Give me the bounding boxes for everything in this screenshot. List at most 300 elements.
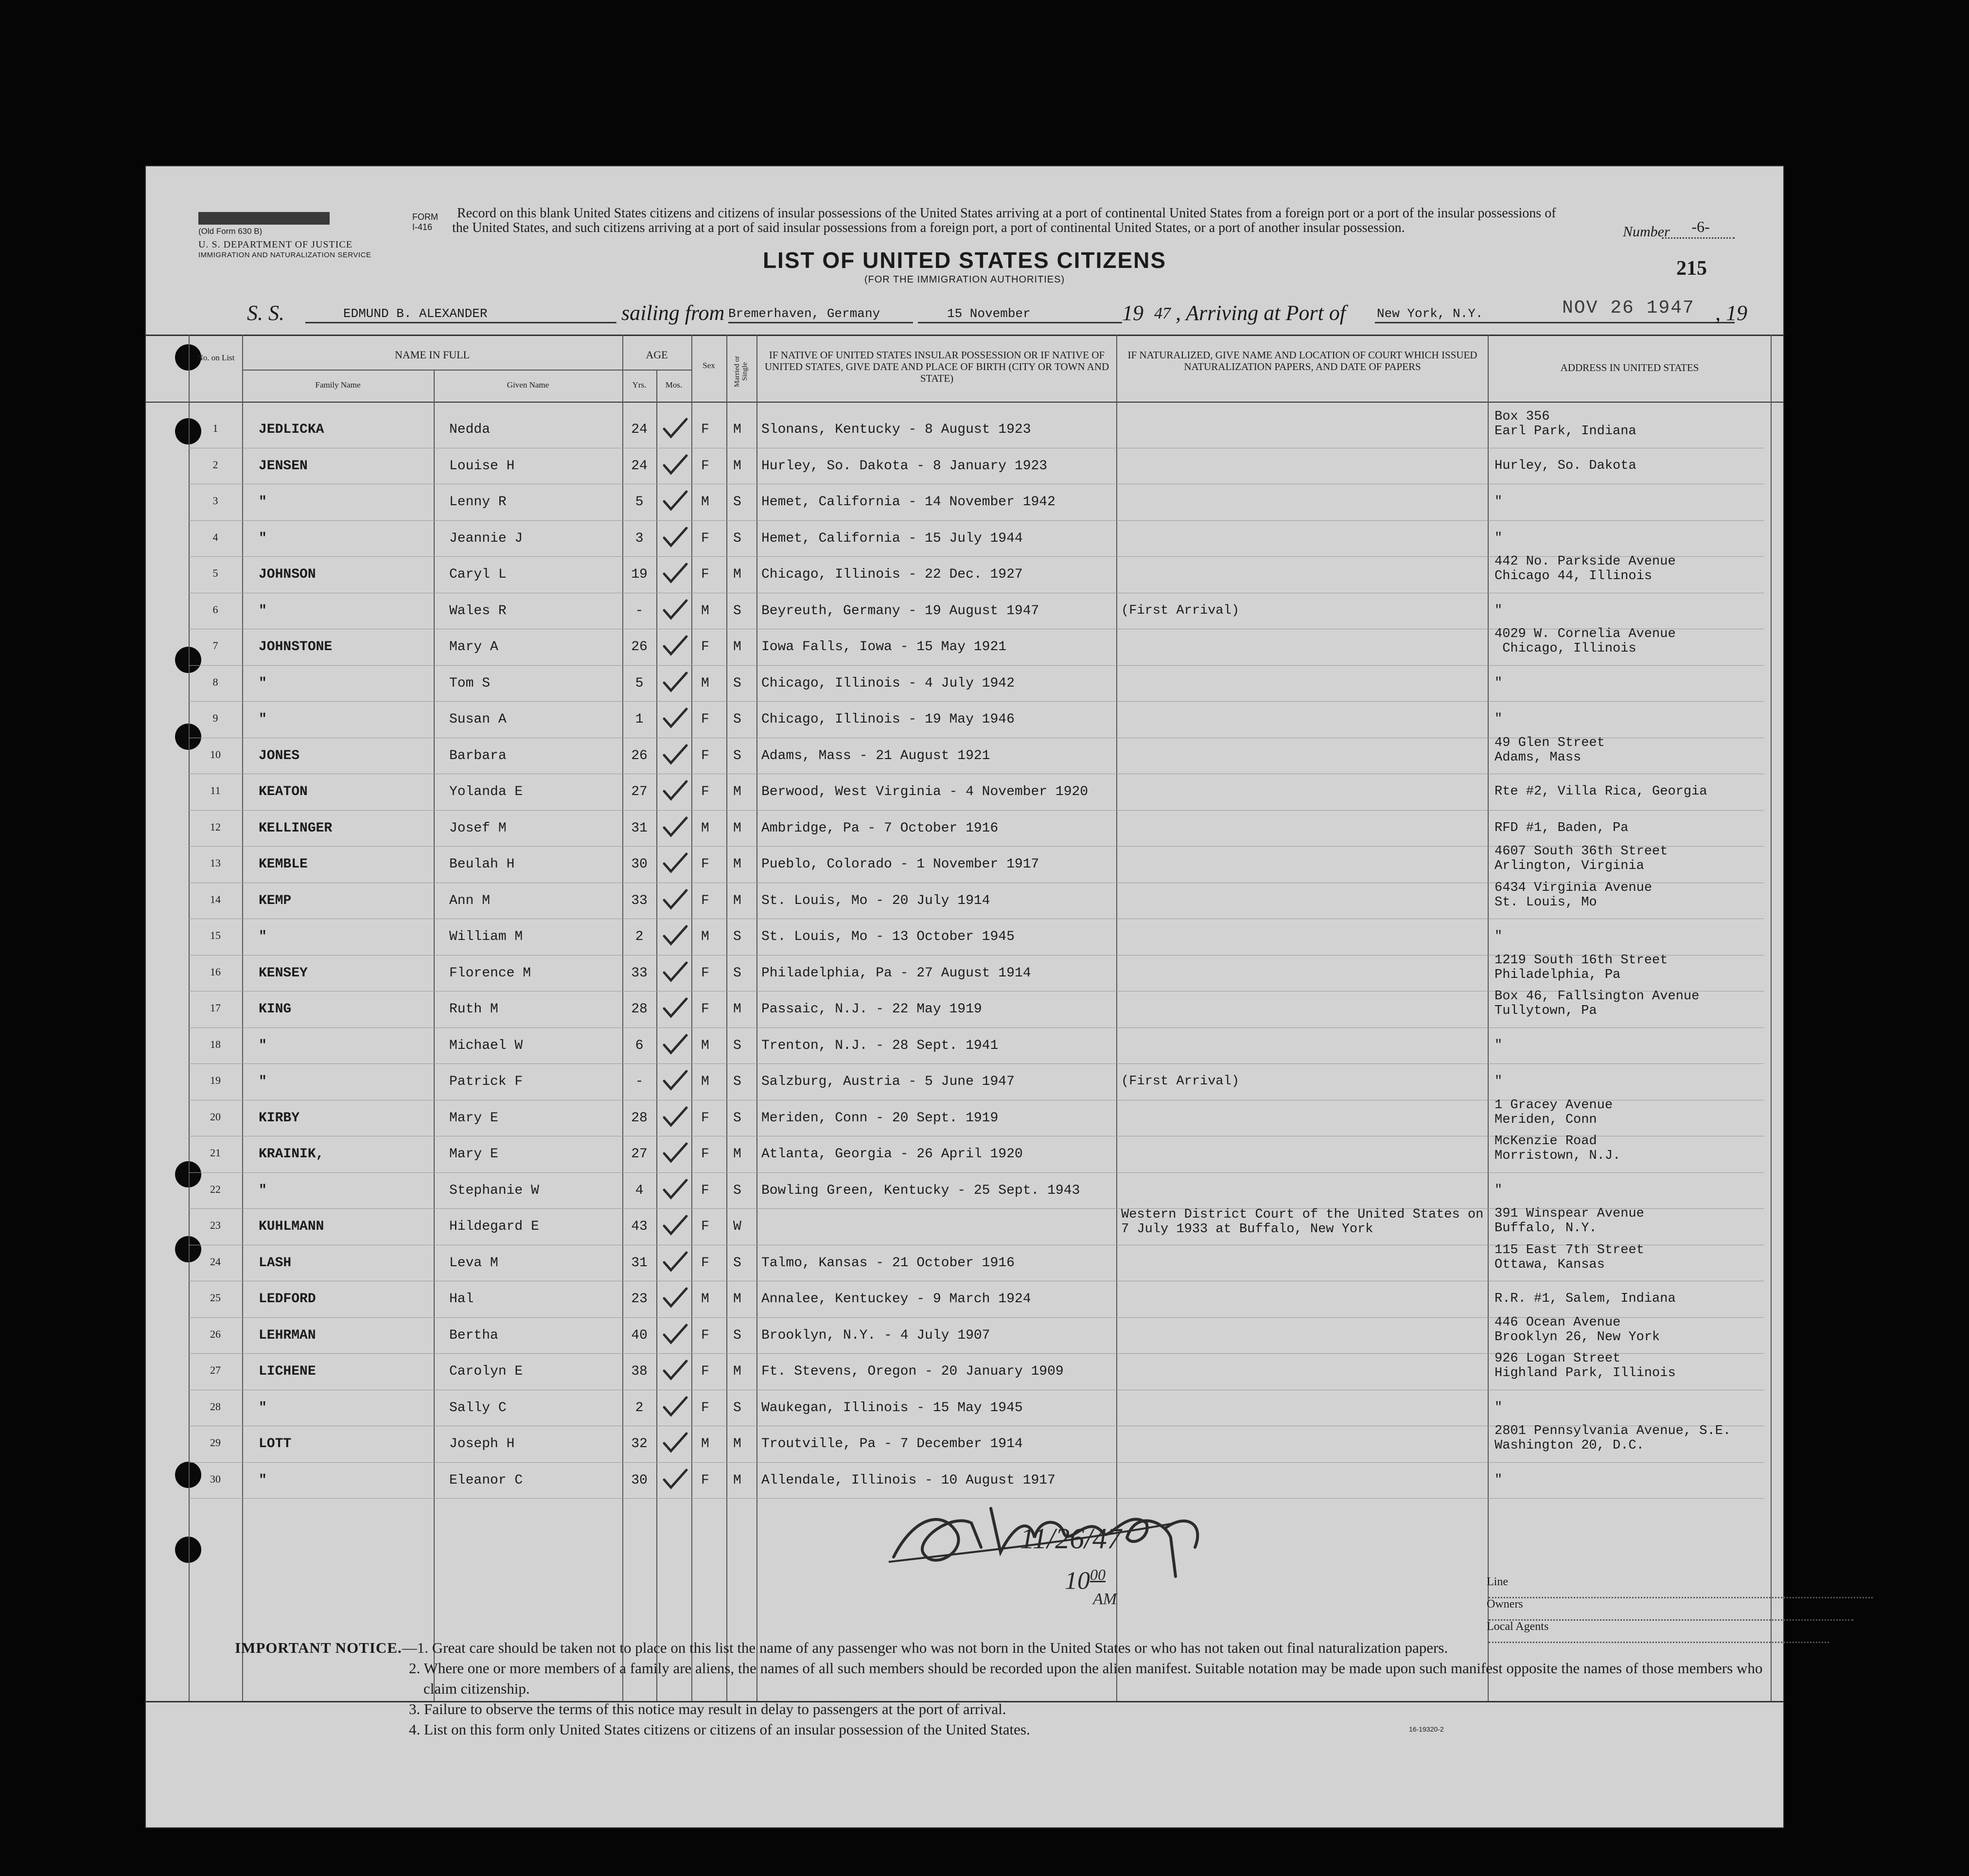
line-owners-agents xyxy=(1487,1575,1873,1643)
us-address: 1 Gracey Avenue Meriden, Conn xyxy=(1494,1097,1613,1127)
notice-1: —1. Great care should be taken not to place on this list the name of any passenger who was not born in the United States or who has not taken out final naturalization papers. xyxy=(402,1639,1448,1656)
given-name: Josef M xyxy=(449,820,507,836)
us-address: Box 46, Fallsington Avenue Tullytown, Pa xyxy=(1494,989,1700,1018)
birth-place-date: Hemet, California - 14 November 1942 xyxy=(761,495,1055,510)
birth-place-date: Chicago, Illinois - 19 May 1946 xyxy=(761,712,1015,727)
marital-status: S xyxy=(733,929,741,944)
col-birth-header: IF NATIVE OF UNITED STATES INSULAR POSSESSION OR IF NATIVE OF UNITED STATES, GIVE DATE AND PLACE OF BIRTH (CITY OR TOWN AND STATE) xyxy=(764,349,1109,384)
sex-code: F xyxy=(701,893,709,908)
family-name: " xyxy=(259,531,267,546)
family-name: KIRBY xyxy=(259,1110,300,1126)
given-name: William M xyxy=(449,929,523,944)
row-number: 22 xyxy=(210,1183,221,1195)
birth-place-date: Ambridge, Pa - 7 October 1916 xyxy=(761,820,999,836)
given-name: Sally C xyxy=(449,1400,507,1416)
page-number: 215 xyxy=(1676,257,1707,280)
given-name: Carolyn E xyxy=(449,1364,523,1379)
marital-status: S xyxy=(733,1183,741,1198)
marital-status: M xyxy=(733,1472,741,1488)
given-name: Beulah H xyxy=(449,857,515,872)
arrival-date-stamp: NOV 26 1947 xyxy=(1562,298,1695,319)
marital-status: M xyxy=(733,1147,741,1162)
check-mark xyxy=(660,743,689,767)
birth-place-date: Chicago, Illinois - 4 July 1942 xyxy=(761,675,1015,691)
age-years: - xyxy=(635,1074,644,1089)
time-hour: 10 xyxy=(1065,1567,1090,1595)
notice-3: 3. Failure to observe the terms of this notice may result in delay to passengers at the port of arrival. xyxy=(409,1700,1006,1717)
check-mark xyxy=(660,561,689,585)
col-no-header: No. on List xyxy=(197,353,235,362)
punch-hole xyxy=(175,1236,201,1262)
family-name: LEDFORD xyxy=(259,1292,316,1307)
marital-status: W xyxy=(733,1219,741,1234)
sex-code: M xyxy=(701,495,709,510)
us-address: " xyxy=(1494,1074,1503,1089)
col-address-header: ADDRESS IN UNITED STATES xyxy=(1560,362,1699,373)
sex-code: F xyxy=(701,531,709,546)
us-address: " xyxy=(1494,1038,1503,1053)
check-mark xyxy=(660,1395,689,1419)
us-address: Rte #2, Villa Rica, Georgia xyxy=(1494,784,1707,799)
owners-label: Owners xyxy=(1487,1598,1523,1611)
sex-code: F xyxy=(701,422,709,437)
us-address: " xyxy=(1494,495,1503,509)
row-number: 21 xyxy=(210,1147,221,1159)
form-sub: (Old Form 630 B) xyxy=(198,227,263,236)
birth-place-date: Salzburg, Austria - 5 June 1947 xyxy=(761,1074,1015,1089)
sex-code: F xyxy=(701,639,709,655)
row-divider xyxy=(189,520,1764,521)
row-number: 24 xyxy=(210,1255,221,1268)
us-address: 49 Glen Street Adams, Mass xyxy=(1494,735,1605,765)
col-rule xyxy=(656,370,657,1701)
birth-place-date: Talmo, Kansas - 21 October 1916 xyxy=(761,1255,1015,1271)
check-mark xyxy=(660,1177,689,1202)
given-name: Stephanie W xyxy=(449,1183,539,1198)
family-name: JOHNSON xyxy=(259,567,316,582)
line-field xyxy=(1487,1575,1873,1598)
marital-status: S xyxy=(733,675,741,691)
row-number: 18 xyxy=(210,1038,221,1050)
birth-place-date: Passaic, N.J. - 22 May 1919 xyxy=(761,1002,982,1017)
us-address: McKenzie Road Morristown, N.J. xyxy=(1494,1134,1621,1163)
marital-status: M xyxy=(733,422,741,437)
check-mark xyxy=(660,1032,689,1057)
row-number: 4 xyxy=(212,531,218,543)
birth-place-date: Bowling Green, Kentucky - 25 Sept. 1943 xyxy=(761,1183,1080,1198)
family-name: LEHRMAN xyxy=(259,1327,316,1343)
family-name: LASH xyxy=(259,1255,292,1271)
col-rule xyxy=(726,335,727,1701)
arriving-label: , Arriving at Port of xyxy=(1176,301,1346,325)
sex-code: F xyxy=(701,1327,709,1343)
row-divider xyxy=(189,1172,1764,1173)
birth-place-date: Ft. Stevens, Oregon - 20 January 1909 xyxy=(761,1364,1064,1379)
us-address: " xyxy=(1494,603,1503,618)
us-address: 4607 South 36th Street Arlington, Virginia xyxy=(1494,844,1668,873)
ship-name: EDMUND B. ALEXANDER xyxy=(343,306,488,321)
age-years: 28 xyxy=(631,1002,648,1017)
row-number: 2 xyxy=(212,458,218,471)
marital-status: M xyxy=(733,893,741,908)
col-rule xyxy=(242,335,243,1701)
birth-place-date: Allendale, Illinois - 10 August 1917 xyxy=(761,1472,1055,1488)
handwritten-ampm: AM xyxy=(1093,1590,1117,1608)
check-mark xyxy=(660,1250,689,1274)
check-mark xyxy=(660,670,689,694)
us-address: " xyxy=(1494,929,1503,944)
ss-label: S. S. xyxy=(247,301,284,325)
marital-status: S xyxy=(733,531,741,546)
row-number: 11 xyxy=(210,784,221,796)
sex-code: F xyxy=(701,1255,709,1271)
marital-status: M xyxy=(733,1364,741,1379)
col-rule xyxy=(434,370,435,1701)
col-rule xyxy=(1771,335,1772,1701)
line-label: Line xyxy=(1487,1575,1508,1588)
check-mark xyxy=(660,1141,689,1165)
family-name: JONES xyxy=(259,748,300,763)
sex-code: M xyxy=(701,675,709,691)
col-given-header: Given Name xyxy=(507,380,549,389)
family-name: LOTT xyxy=(259,1436,292,1451)
birth-place-date: Trenton, N.J. - 28 Sept. 1941 xyxy=(761,1038,999,1053)
punch-hole xyxy=(175,1161,201,1187)
us-address: Box 356 Earl Park, Indiana xyxy=(1494,409,1636,439)
family-name: " xyxy=(259,675,267,691)
marital-status: M xyxy=(733,1292,741,1307)
sex-code: M xyxy=(701,1038,709,1053)
age-years: 30 xyxy=(631,1472,648,1488)
check-mark xyxy=(660,525,689,549)
given-name: Hal xyxy=(449,1292,474,1307)
check-mark xyxy=(660,996,689,1020)
family-name: KEMBLE xyxy=(259,857,308,872)
check-mark xyxy=(660,1322,689,1346)
department: U. S. DEPARTMENT OF JUSTICE xyxy=(198,239,352,250)
form-code: 16-19320-2 xyxy=(1409,1725,1444,1733)
age-years: 40 xyxy=(631,1327,648,1343)
us-address: " xyxy=(1494,1472,1503,1487)
age-years: 19 xyxy=(631,567,648,582)
age-years: 24 xyxy=(631,458,648,474)
age-years: 31 xyxy=(631,1255,648,1271)
sex-code: M xyxy=(701,929,709,944)
family-name: KUHLMANN xyxy=(259,1219,324,1234)
port-name: New York, N.Y. xyxy=(1377,306,1483,321)
sex-code: F xyxy=(701,857,709,872)
family-name: JENSEN xyxy=(259,458,308,474)
given-name: Barbara xyxy=(449,748,507,763)
row-number: 26 xyxy=(210,1327,221,1340)
us-address: 2801 Pennsylvania Avenue, S.E. Washington 20, D.C. xyxy=(1494,1424,1731,1453)
check-mark xyxy=(660,1105,689,1129)
check-mark xyxy=(660,887,689,912)
birth-place-date: Troutville, Pa - 7 December 1914 xyxy=(761,1436,1023,1451)
check-mark xyxy=(660,706,689,730)
us-address: " xyxy=(1494,531,1503,546)
header-bottom-rule xyxy=(145,402,1784,403)
port-line xyxy=(1375,322,1560,323)
naturalization-info: Western District Court of the United States on 7 July 1933 at Buffalo, New York xyxy=(1121,1207,1484,1237)
marital-status: S xyxy=(733,748,741,763)
naturalization-info: (First Arrival) xyxy=(1121,603,1240,618)
age-years: 5 xyxy=(635,495,644,510)
age-years: 5 xyxy=(635,675,644,691)
given-name: Yolanda E xyxy=(449,784,523,799)
year-value: 47 xyxy=(1154,304,1171,322)
birth-place-date: Waukegan, Illinois - 15 May 1945 xyxy=(761,1400,1023,1416)
family-name: " xyxy=(259,603,267,619)
row-divider xyxy=(189,1063,1764,1064)
given-name: Caryl L xyxy=(449,567,507,582)
punch-hole xyxy=(175,1462,201,1488)
birth-place-date: Meriden, Conn - 20 Sept. 1919 xyxy=(761,1110,999,1126)
marital-status: M xyxy=(733,820,741,836)
family-name: " xyxy=(259,929,267,944)
us-address: 926 Logan Street Highland Park, Illinois xyxy=(1494,1351,1676,1380)
row-number: 7 xyxy=(212,639,218,652)
check-mark xyxy=(660,453,689,477)
birth-place-date: Pueblo, Colorado - 1 November 1917 xyxy=(761,857,1039,872)
given-name: Jeannie J xyxy=(449,531,523,546)
age-years: 26 xyxy=(631,639,648,655)
notice-4: 4. List on this form only United States citizens or citizens of an insular possession of the United States. xyxy=(409,1721,1030,1738)
marital-status: S xyxy=(733,1327,741,1343)
given-name: Wales R xyxy=(449,603,507,619)
row-number: 27 xyxy=(210,1364,221,1376)
check-mark xyxy=(660,489,689,513)
us-address: " xyxy=(1494,1183,1503,1198)
us-address: Hurley, So. Dakota xyxy=(1494,458,1636,473)
check-mark xyxy=(660,1431,689,1455)
age-years: 6 xyxy=(635,1038,644,1053)
sex-code: F xyxy=(701,458,709,474)
sailing-from: Bremerhaven, Germany xyxy=(728,306,880,321)
age-years: 33 xyxy=(631,965,648,981)
birth-place-date: St. Louis, Mo - 13 October 1945 xyxy=(761,929,1015,944)
row-number: 20 xyxy=(210,1110,221,1123)
manifest-sheet xyxy=(145,165,1784,1828)
punch-hole xyxy=(175,724,201,750)
notice-line-1 xyxy=(235,1638,1766,1658)
given-name: Ruth M xyxy=(449,1002,498,1017)
date-line xyxy=(918,322,1122,323)
arrival-line xyxy=(1560,322,1735,323)
us-address: 442 No. Parkside Avenue Chicago 44, Illinois xyxy=(1494,554,1676,584)
age-years: 30 xyxy=(631,857,648,872)
row-number: 19 xyxy=(210,1074,221,1086)
us-address: " xyxy=(1494,712,1503,726)
family-name: " xyxy=(259,495,267,510)
family-name: " xyxy=(259,1183,267,1198)
given-name: Mary E xyxy=(449,1110,498,1126)
sex-code: M xyxy=(701,603,709,619)
row-number: 30 xyxy=(210,1472,221,1485)
age-years: - xyxy=(635,603,644,619)
col-sex-header: Sex xyxy=(703,361,715,370)
check-mark xyxy=(660,634,689,658)
row-number: 3 xyxy=(212,495,218,507)
check-mark xyxy=(660,960,689,984)
marital-status: M xyxy=(733,1436,741,1451)
birth-place-date: Iowa Falls, Iowa - 15 May 1921 xyxy=(761,639,1007,655)
page-title: LIST OF UNITED STATES CITIZENS xyxy=(762,248,1167,273)
sex-code: F xyxy=(701,1364,709,1379)
given-name: Bertha xyxy=(449,1327,498,1343)
us-address: 1219 South 16th Street Philadelphia, Pa xyxy=(1494,953,1668,982)
sex-code: M xyxy=(701,1292,709,1307)
given-name: Ann M xyxy=(449,893,491,908)
arrival-year-label: , 19 xyxy=(1715,301,1747,325)
birth-place-date: Slonans, Kentucky - 8 August 1923 xyxy=(761,422,1031,437)
year-label: 19 xyxy=(1122,301,1143,325)
family-name: LICHENE xyxy=(259,1364,316,1379)
row-number: 13 xyxy=(210,857,221,869)
birth-place-date: Atlanta, Georgia - 26 April 1920 xyxy=(761,1147,1023,1162)
important-notice xyxy=(235,1638,1766,1740)
age-years: 27 xyxy=(631,784,648,799)
given-name: Lenny R xyxy=(449,495,507,510)
given-name: Patrick F xyxy=(449,1074,523,1089)
family-name: KEMP xyxy=(259,893,292,908)
marital-status: M xyxy=(733,784,741,799)
col-rule xyxy=(189,335,190,1701)
age-years: 33 xyxy=(631,893,648,908)
given-name: Eleanor C xyxy=(449,1472,523,1488)
row-number: 25 xyxy=(210,1292,221,1304)
number-label: Number xyxy=(1623,224,1670,240)
time-minutes: 00 xyxy=(1090,1566,1106,1583)
row-number: 1 xyxy=(212,422,218,434)
family-name: " xyxy=(259,1472,267,1488)
sex-code: F xyxy=(701,748,709,763)
marital-status: M xyxy=(733,857,741,872)
age-years: 3 xyxy=(635,531,644,546)
marital-status: S xyxy=(733,712,741,727)
row-divider xyxy=(189,701,1764,702)
birth-place-date: Philadelphia, Pa - 27 August 1914 xyxy=(761,965,1031,981)
col-rule xyxy=(622,335,623,1701)
check-mark xyxy=(660,1068,689,1093)
birth-place-date: Hemet, California - 15 July 1944 xyxy=(761,531,1023,546)
sex-code: F xyxy=(701,1002,709,1017)
marital-status: S xyxy=(733,1255,741,1271)
punch-hole xyxy=(175,647,201,673)
age-years: 28 xyxy=(631,1110,648,1126)
sex-code: F xyxy=(701,965,709,981)
row-number: 5 xyxy=(212,567,218,579)
sex-code: M xyxy=(701,1436,709,1451)
us-address: 6434 Virginia Avenue St. Louis, Mo xyxy=(1494,880,1653,910)
sex-code: F xyxy=(701,1147,709,1162)
family-name: KRAINIK, xyxy=(259,1147,324,1162)
sex-code: F xyxy=(701,1219,709,1234)
age-years: 32 xyxy=(631,1436,648,1451)
col-married-header: Married or Single xyxy=(733,355,749,388)
marital-status: S xyxy=(733,1400,741,1416)
sub-header-rule xyxy=(242,370,691,371)
check-mark xyxy=(660,779,689,803)
row-number: 12 xyxy=(210,820,221,833)
col-name-header: NAME IN FULL xyxy=(395,349,470,361)
us-address: R.R. #1, Salem, Indiana xyxy=(1494,1292,1676,1306)
us-address: " xyxy=(1494,1400,1503,1415)
birth-place-date: Brooklyn, N.Y. - 4 July 1907 xyxy=(761,1327,990,1343)
family-name: KEATON xyxy=(259,784,308,799)
marital-status: S xyxy=(733,1074,741,1089)
family-name: JEDLICKA xyxy=(259,422,324,437)
check-mark xyxy=(660,815,689,839)
age-years: 2 xyxy=(635,1400,644,1416)
table-top-rule xyxy=(145,335,1784,336)
col-yrs-header: Yrs. xyxy=(632,380,647,389)
row-divider xyxy=(189,1027,1764,1028)
sex-code: F xyxy=(701,1183,709,1198)
naturalization-info: (First Arrival) xyxy=(1121,1074,1240,1089)
form-number: FORM I-416 xyxy=(412,212,438,232)
age-years: 31 xyxy=(631,820,648,836)
row-number: 9 xyxy=(212,712,218,724)
col-rule xyxy=(691,335,692,1701)
sex-code: F xyxy=(701,1400,709,1416)
given-name: Leva M xyxy=(449,1255,498,1271)
col-age-header: AGE xyxy=(646,349,668,361)
age-years: 23 xyxy=(631,1292,648,1307)
birth-place-date: Hurley, So. Dakota - 8 January 1923 xyxy=(761,458,1048,474)
marital-status: M xyxy=(733,1002,741,1017)
given-name: Mary E xyxy=(449,1147,498,1162)
given-name: Michael W xyxy=(449,1038,523,1053)
notice-2: 2. Where one or more members of a family are aliens, the names of all such members should be recorded upon the alien manifest. Suitable notation may be made upon such manifest opposite the names of those members who claim citizenship. xyxy=(409,1660,1763,1697)
age-years: 43 xyxy=(631,1219,648,1234)
marital-status: M xyxy=(733,458,741,474)
us-address: 446 Ocean Avenue Brooklyn 26, New York xyxy=(1494,1315,1660,1345)
us-address: " xyxy=(1494,675,1503,690)
birth-place-date: Chicago, Illinois - 22 Dec. 1927 xyxy=(761,567,1023,582)
age-years: 27 xyxy=(631,1147,648,1162)
birth-place-date: Berwood, West Virginia - 4 November 1920 xyxy=(761,784,1089,799)
age-years: 2 xyxy=(635,929,644,944)
ship-line xyxy=(305,322,616,323)
redacted-form-tag xyxy=(198,212,330,225)
row-number: 17 xyxy=(210,1002,221,1014)
birth-place-date: Adams, Mass - 21 August 1921 xyxy=(761,748,990,763)
family-name: " xyxy=(259,1074,267,1089)
row-divider xyxy=(189,665,1764,666)
row-number: 6 xyxy=(212,603,218,616)
check-mark xyxy=(660,851,689,875)
row-number: 15 xyxy=(210,929,221,941)
given-name: Louise H xyxy=(449,458,515,474)
check-mark xyxy=(660,1467,689,1491)
family-name: " xyxy=(259,712,267,727)
col-rule xyxy=(1488,335,1489,1701)
sex-code: F xyxy=(701,1110,709,1126)
us-address: 115 East 7th Street Ottawa, Kansas xyxy=(1494,1242,1644,1272)
given-name: Joseph H xyxy=(449,1436,515,1451)
given-name: Mary A xyxy=(449,639,498,655)
marital-status: M xyxy=(733,567,741,582)
row-number: 10 xyxy=(210,748,221,761)
punch-hole xyxy=(175,418,201,444)
notice-lead: IMPORTANT NOTICE. xyxy=(235,1639,402,1656)
family-name: " xyxy=(259,1038,267,1053)
family-name: " xyxy=(259,1400,267,1416)
given-name: Florence M xyxy=(449,965,531,981)
marital-status: S xyxy=(733,965,741,981)
check-mark xyxy=(660,1213,689,1238)
